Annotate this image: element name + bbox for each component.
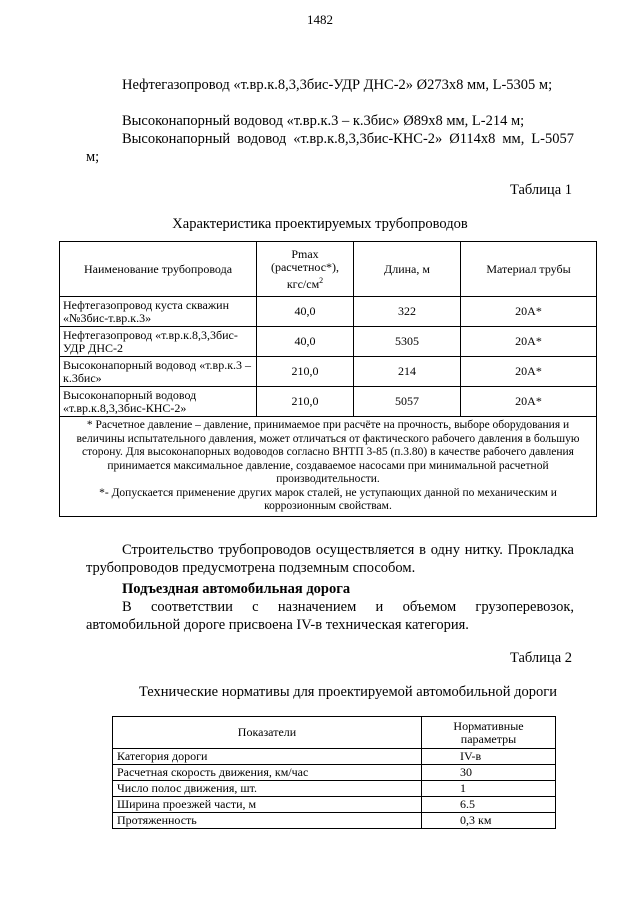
- pipelines-table: [59, 241, 597, 517]
- pipeline-item-2: Высоконапорный водовод «т.вр.к.3 – к.3бис» Ø89х8 мм, L-214 м;: [122, 113, 525, 129]
- table-row: [60, 297, 597, 327]
- table-cell: IV-в: [422, 749, 556, 765]
- table1-label: Таблица 1: [509, 182, 572, 198]
- table-cell: 322: [354, 297, 461, 327]
- table-note: [60, 417, 597, 517]
- table2-caption: Технические нормативы для проектируемой автомобильной дороги: [139, 684, 557, 700]
- table-cell: 6.5: [422, 797, 556, 813]
- note-pressure: * Расчетное давление – давление, принимаемое при расчёте на прочность, выборе оборудования и величины испытательного давления, может отличаться от фактического рабочего давления в большую сторону. Для высоконапорных водоводов согласно ВНТП 3-85 (п.3.80) в качестве рабочего давления принимается максимальное давление, создаваемое насосами при минимальной расчетной производительности.: [76, 419, 580, 485]
- page-number: 1482: [307, 12, 333, 27]
- table-row: [60, 327, 597, 357]
- table-cell: 40,0: [257, 327, 354, 357]
- table-cell: Нефтегазопровод «т.вр.к.8,3,3бис-УДР ДНС-2: [60, 327, 257, 357]
- table-row: [60, 387, 597, 417]
- table-header-row: [60, 242, 597, 297]
- table-row: [60, 357, 597, 387]
- road-heading: Подъездная автомобильная дорога: [122, 581, 351, 597]
- table-cell: 214: [354, 357, 461, 387]
- header-cell: Показатели: [113, 717, 422, 749]
- table1-caption: Характеристика проектируемых трубопроводов: [172, 216, 468, 232]
- table-cell: 20А*: [461, 327, 597, 357]
- table-note-row: [60, 417, 597, 517]
- table-cell: Число полос движения, шт.: [113, 781, 422, 797]
- note-steel: *- Допускается применение других марок сталей, не уступающих данной по механическим и коррозионным свойствам.: [99, 486, 557, 512]
- table-cell: Высоконапорный водовод «т.вр.к.3 – к.3бис»: [60, 357, 257, 387]
- table-cell: 0,3 км: [422, 813, 556, 829]
- pipeline-item-1: Нефтегазопровод «т.вр.к.8,3,3бис-УДР ДНС-2» Ø273х8 мм, L-5305 м;: [122, 77, 553, 93]
- table-cell: 210,0: [257, 357, 354, 387]
- table-cell: Расчетная скорость движения, км/час: [113, 765, 422, 781]
- header-cell-pmax: Pmax (расчетнос*), кгс/$см^2$: [257, 242, 354, 297]
- superscript: 2: [319, 275, 324, 285]
- table-cell: 1: [422, 781, 556, 797]
- header-cell: Нормативные параметры: [422, 717, 556, 749]
- table-header-row: [113, 717, 556, 749]
- pipeline-item-3: Высоконапорный водовод «т.вр.к.8,3,3бис-КНС-2» Ø114х8 мм, L-5057 м;: [86, 131, 574, 165]
- table-cell: 40,0: [257, 297, 354, 327]
- table-row: [113, 781, 556, 797]
- table2-label: Таблица 2: [509, 650, 572, 666]
- header-cell: Материал трубы: [461, 242, 597, 297]
- table-cell: Ширина проезжей части, м: [113, 797, 422, 813]
- road-norms-table: [112, 716, 556, 829]
- table-cell: 210,0: [257, 387, 354, 417]
- table-cell: 20А*: [461, 387, 597, 417]
- table-cell: Протяженность: [113, 813, 422, 829]
- header-cell: Длина, м: [354, 242, 461, 297]
- table-cell: Категория дороги: [113, 749, 422, 765]
- road-paragraph: В соответствии с назначением и объемом грузоперевозок, автомобильной дороге присвоена IV-в техническая категория.: [86, 599, 574, 633]
- header-cell: Наименование трубопровода: [60, 242, 257, 297]
- table-cell: Высоконапорный водовод «т.вр.к.8,3,3бис-КНС-2»: [60, 387, 257, 417]
- table-row: [113, 813, 556, 829]
- table-cell: 30: [422, 765, 556, 781]
- table-cell: 20А*: [461, 297, 597, 327]
- table-row: [113, 749, 556, 765]
- table-cell: Нефтегазопровод куста скважин «№3бис-т.вр.к.3»: [60, 297, 257, 327]
- construction-paragraph: Строительство трубопроводов осуществляется в одну нитку. Прокладка трубопроводов предусмотрена подземным способом.: [86, 542, 574, 576]
- table-cell: 5057: [354, 387, 461, 417]
- table-row: [113, 797, 556, 813]
- table-cell: 20А*: [461, 357, 597, 387]
- table-cell: 5305: [354, 327, 461, 357]
- table-row: [113, 765, 556, 781]
